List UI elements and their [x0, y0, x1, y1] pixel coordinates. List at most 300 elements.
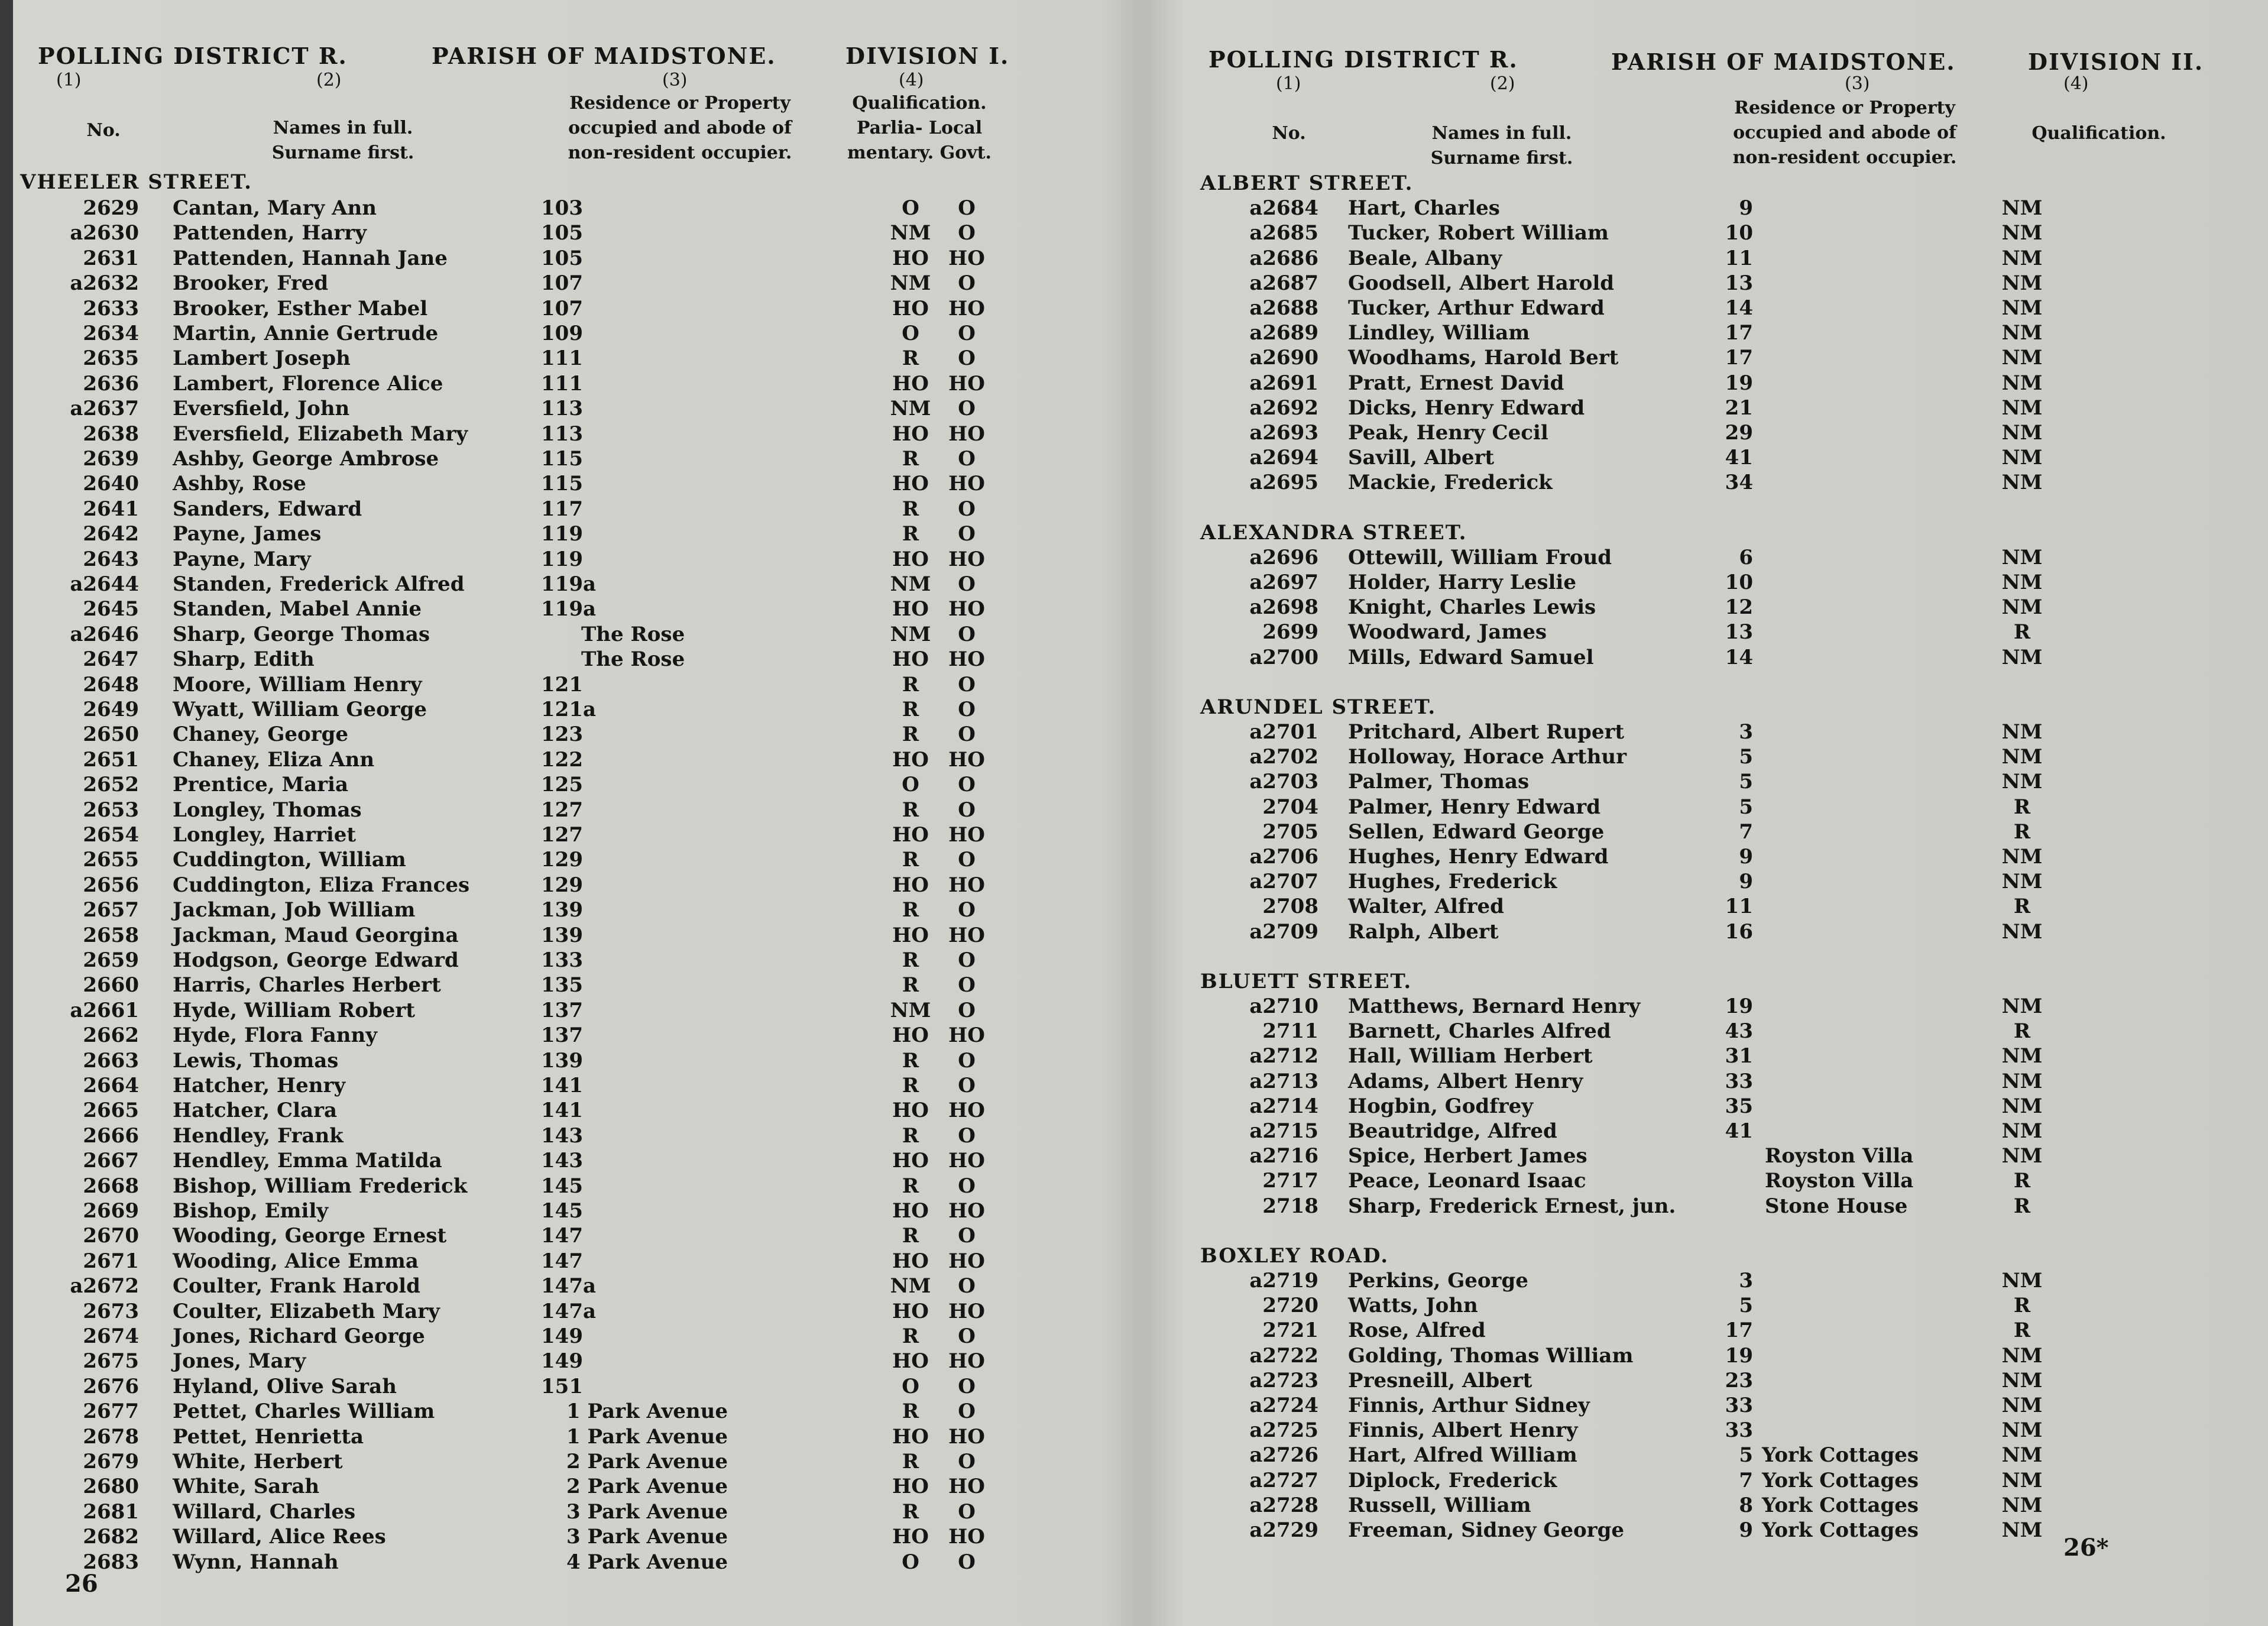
row-parliamentary: R	[902, 723, 919, 747]
row-number: 2674	[83, 1324, 139, 1348]
row-house-number: 21	[1725, 396, 1753, 420]
row-parliamentary: HO	[892, 246, 929, 270]
row-local: O	[958, 522, 976, 546]
row-qualification: NM	[2001, 1044, 2043, 1068]
right-page-number: 26*	[2063, 1534, 2109, 1562]
row-name: Peace, Leonard Isaac	[1348, 1169, 1586, 1193]
row-qualification: NM	[2001, 919, 2043, 944]
row-name: Hyde, William Robert	[173, 998, 416, 1022]
row-name: Wyatt, William George	[173, 698, 427, 721]
row-local: O	[958, 1374, 976, 1398]
row-number: a2715	[1249, 1119, 1318, 1143]
row-qualification: R	[2013, 1169, 2031, 1193]
row-number: a2710	[1249, 995, 1318, 1018]
row-number: a2703	[1249, 770, 1318, 794]
row-number: a2712	[1249, 1044, 1318, 1068]
row-residence: 115	[541, 472, 583, 496]
row-house-number: 19	[1725, 1343, 1753, 1368]
row-house-number: 31	[1725, 1044, 1753, 1068]
row-qualification: NM	[2001, 1069, 2043, 1093]
row-number: a2719	[1249, 1269, 1318, 1293]
row-name: Pritchard, Albert Rupert	[1348, 720, 1625, 744]
row-name: Wynn, Hannah	[173, 1550, 339, 1574]
row-local: O	[958, 572, 976, 596]
row-house-number: 23	[1725, 1368, 1753, 1392]
row-house-number: 19	[1725, 371, 1753, 395]
row-residence: 111	[541, 371, 583, 396]
row-residence: 139	[541, 923, 583, 947]
row-name: Hendley, Frank	[173, 1123, 344, 1148]
row-number: 2676	[83, 1374, 139, 1398]
row-residence: Royston Villa	[1765, 1169, 1914, 1193]
row-number: a2716	[1249, 1144, 1318, 1168]
row-qualification: NM	[2001, 1144, 2043, 1168]
row-local: O	[958, 798, 976, 822]
row-number: a2696	[1249, 545, 1318, 569]
row-number: a2726	[1249, 1443, 1318, 1468]
row-residence: 121	[541, 672, 583, 697]
row-name: Watts, John	[1348, 1294, 1478, 1318]
row-qualification: R	[2013, 1319, 2031, 1343]
row-number: 2647	[83, 647, 139, 672]
row-number: 2636	[83, 371, 139, 396]
row-number: a2729	[1249, 1518, 1318, 1542]
row-qualification: NM	[2001, 1518, 2043, 1542]
row-qualification: NM	[2001, 645, 2043, 669]
row-name: Pattenden, Harry	[173, 221, 367, 245]
row-number: a2709	[1249, 919, 1318, 944]
row-qualification: NM	[2001, 845, 2043, 869]
row-name: Hatcher, Clara	[173, 1099, 337, 1123]
row-name: Mills, Edward Samuel	[1348, 645, 1594, 669]
row-number: 2705	[1262, 820, 1318, 844]
row-qualification: R	[2013, 1019, 2031, 1044]
row-qualification: NM	[2001, 545, 2043, 569]
row-name: Lindley, William	[1348, 321, 1530, 345]
row-qualification: NM	[2001, 995, 2043, 1018]
row-local: O	[958, 723, 976, 747]
row-number: 2642	[83, 522, 139, 546]
row-local: HO	[948, 1525, 985, 1549]
row-qualification: NM	[2001, 1493, 2043, 1517]
row-name: Lambert, Florence Alice	[173, 371, 443, 396]
row-parliamentary: NM	[890, 622, 931, 646]
row-name: Woodward, James	[1348, 620, 1547, 644]
row-local: HO	[948, 1149, 985, 1173]
row-number: 2718	[1262, 1194, 1318, 1218]
row-number: a2724	[1249, 1394, 1318, 1417]
row-house-number: 11	[1725, 246, 1753, 270]
row-house-number: 6	[1739, 545, 1753, 569]
row-local: O	[958, 948, 976, 972]
row-qualification: NM	[2001, 720, 2043, 744]
row-residence: 143	[541, 1149, 583, 1173]
row-name: Hughes, Frederick	[1348, 870, 1557, 894]
row-house-number: 14	[1725, 296, 1753, 320]
row-house-number: 41	[1725, 1119, 1753, 1143]
row-number: 2650	[83, 723, 139, 747]
row-number: a2722	[1249, 1343, 1318, 1368]
row-number: a2693	[1249, 421, 1318, 445]
row-residence: 105	[541, 221, 583, 245]
row-residence: 127	[541, 823, 583, 847]
row-local: O	[958, 1550, 976, 1574]
row-residence: 119	[541, 547, 583, 571]
row-qualification: NM	[2001, 1468, 2043, 1492]
row-residence: 151	[541, 1374, 583, 1398]
row-local: O	[958, 1400, 976, 1424]
row-number: a2689	[1249, 321, 1318, 345]
row-number: 2651	[83, 747, 139, 772]
row-name: Pratt, Ernest David	[1348, 371, 1564, 395]
row-name: Lambert Joseph	[173, 346, 351, 371]
row-name: Longley, Harriet	[173, 823, 357, 847]
row-name: Walter, Alfred	[1348, 895, 1504, 919]
row-name: Golding, Thomas William	[1348, 1343, 1634, 1368]
row-name: Payne, James	[173, 522, 322, 546]
row-name: Savill, Albert	[1348, 446, 1495, 470]
row-house-number: 5	[1739, 1294, 1753, 1318]
left-colhead-no: No.	[86, 120, 121, 141]
row-local: HO	[948, 923, 985, 947]
row-parliamentary: R	[902, 497, 919, 521]
row-residence: 147	[541, 1224, 583, 1248]
row-house-number: 35	[1725, 1094, 1753, 1118]
row-residence: 115	[541, 447, 583, 471]
row-name: Standen, Frederick Alfred	[173, 572, 465, 596]
row-local: O	[958, 672, 976, 697]
row-name: Moore, William Henry	[173, 672, 422, 697]
right-header-division: DIVISION II.	[2028, 48, 2204, 75]
row-parliamentary: HO	[892, 1149, 929, 1173]
row-house-number: 34	[1725, 471, 1753, 495]
row-number: 2667	[83, 1149, 139, 1173]
row-house-number: 7	[1739, 1468, 1753, 1492]
row-parliamentary: R	[902, 973, 919, 997]
row-number: a2644	[70, 572, 139, 596]
row-number: a2697	[1249, 571, 1318, 594]
row-residence: 129	[541, 848, 583, 872]
row-qualification: NM	[2001, 446, 2043, 470]
row-house-number: 9	[1739, 845, 1753, 869]
row-name: Pettet, Henrietta	[173, 1424, 364, 1449]
row-number: a2698	[1249, 595, 1318, 620]
left-header-parish: PARISH OF MAIDSTONE.	[432, 43, 776, 69]
row-name: Russell, William	[1348, 1493, 1531, 1517]
row-name: Hyde, Flora Fanny	[173, 1023, 377, 1048]
row-number: 2675	[83, 1349, 139, 1374]
row-name: Adams, Albert Henry	[1348, 1069, 1583, 1093]
row-number: 2654	[83, 823, 139, 847]
row-number: a2701	[1249, 720, 1318, 744]
row-number: 2629	[83, 196, 139, 220]
row-qualification: NM	[2001, 371, 2043, 395]
row-name: Sharp, Edith	[173, 647, 315, 672]
row-residence: York Cottages	[1762, 1468, 1919, 1492]
row-local: O	[958, 1324, 976, 1348]
row-parliamentary: O	[902, 322, 919, 345]
row-house-number: 33	[1725, 1418, 1753, 1443]
right-header-district: POLLING DISTRICT R.	[1208, 46, 1518, 73]
row-house-number: 43	[1725, 1019, 1753, 1044]
row-name: Ashby, Rose	[173, 472, 306, 496]
row-name: Barnett, Charles Alfred	[1348, 1019, 1611, 1044]
row-number: 2638	[83, 422, 139, 446]
row-number: 2677	[83, 1400, 139, 1424]
row-residence: 117	[541, 497, 583, 521]
row-qualification: R	[2013, 795, 2031, 819]
row-parliamentary: R	[902, 698, 919, 721]
row-name: Presneill, Albert	[1348, 1368, 1532, 1392]
row-qualification: NM	[2001, 1343, 2043, 1368]
row-number: 2664	[83, 1074, 139, 1097]
row-residence: 1 Park Avenue	[566, 1400, 728, 1424]
row-name: Sanders, Edward	[173, 497, 362, 521]
row-number: a2692	[1249, 396, 1318, 420]
row-name: Hughes, Henry Edward	[1348, 845, 1609, 869]
row-local: O	[958, 1499, 976, 1524]
row-residence: 111	[541, 346, 583, 371]
row-number: 2662	[83, 1023, 139, 1048]
row-name: Lewis, Thomas	[173, 1048, 339, 1073]
right-colnum-2: (2)	[1490, 73, 1515, 94]
row-local: O	[958, 698, 976, 721]
row-name: Palmer, Thomas	[1348, 770, 1530, 794]
row-name: Brooker, Fred	[173, 271, 329, 296]
right-colhead-no: No.	[1272, 123, 1306, 144]
right-header-parish: PARISH OF MAIDSTONE.	[1611, 48, 1956, 75]
left-page-number: 26	[65, 1570, 98, 1598]
section-title: ARUNDEL STREET.	[1200, 695, 1437, 719]
row-number: 2658	[83, 923, 139, 947]
row-name: Tucker, Arthur Edward	[1348, 296, 1605, 320]
section-title: BLUETT STREET.	[1200, 969, 1412, 993]
row-residence: 141	[541, 1074, 583, 1097]
row-name: Hyland, Olive Sarah	[173, 1374, 397, 1398]
row-number: a2672	[70, 1274, 139, 1298]
row-number: 2648	[83, 672, 139, 697]
left-colhead-names: Names in full. Surname first.	[271, 118, 414, 163]
row-qualification: NM	[2001, 745, 2043, 769]
row-number: a2684	[1249, 196, 1318, 221]
row-parliamentary: HO	[892, 472, 929, 496]
row-local: HO	[948, 873, 985, 897]
row-parliamentary: R	[902, 1400, 919, 1424]
left-colnum-4: (4)	[899, 70, 924, 90]
right-colnum-1: (1)	[1276, 73, 1301, 94]
row-house-number: 8	[1739, 1493, 1753, 1517]
row-residence: 113	[541, 422, 583, 446]
row-local: HO	[948, 1023, 985, 1048]
left-colhead-qualification: Qualification. Parlia- Local mentary. Govt.	[847, 93, 992, 163]
row-number: a2688	[1249, 296, 1318, 320]
row-residence: 139	[541, 1048, 583, 1073]
row-local: HO	[948, 422, 985, 446]
row-name: White, Herbert	[173, 1450, 343, 1473]
row-name: Finnis, Arthur Sidney	[1348, 1394, 1590, 1417]
row-local: O	[958, 973, 976, 997]
row-qualification: NM	[2001, 870, 2043, 894]
row-number: 2708	[1262, 895, 1318, 919]
row-parliamentary: NM	[890, 397, 931, 421]
row-local: HO	[948, 823, 985, 847]
row-qualification: NM	[2001, 321, 2043, 345]
row-name: Jones, Mary	[173, 1349, 306, 1374]
left-colnum-3: (3)	[662, 70, 688, 90]
page-gutter	[1109, 0, 1185, 1626]
row-qualification: NM	[2001, 296, 2043, 320]
row-parliamentary: R	[902, 1324, 919, 1348]
row-residence: York Cottages	[1762, 1493, 1919, 1517]
row-house-number: 13	[1725, 271, 1753, 295]
row-qualification: NM	[2001, 1269, 2043, 1293]
row-name: Wooding, George Ernest	[173, 1224, 447, 1248]
row-parliamentary: HO	[892, 547, 929, 571]
row-parliamentary: R	[902, 1123, 919, 1148]
row-number: 2645	[83, 597, 139, 621]
row-parliamentary: HO	[892, 597, 929, 621]
row-name: Jackman, Job William	[173, 898, 416, 922]
row-name: Brooker, Esther Mabel	[173, 296, 428, 320]
row-name: Coulter, Frank Harold	[173, 1274, 420, 1298]
row-number: a2630	[70, 221, 139, 245]
row-number: 2673	[83, 1299, 139, 1323]
row-house-number: 12	[1725, 595, 1753, 620]
row-local: O	[958, 622, 976, 646]
row-number: 2711	[1262, 1019, 1318, 1044]
row-local: O	[958, 322, 976, 345]
row-residence: 122	[541, 747, 583, 772]
row-local: O	[958, 271, 976, 296]
row-residence: 141	[541, 1099, 583, 1123]
row-qualification: NM	[2001, 221, 2043, 245]
row-residence: 103	[541, 196, 583, 220]
row-residence: 149	[541, 1349, 583, 1374]
row-residence: York Cottages	[1762, 1443, 1919, 1468]
row-number: 2643	[83, 547, 139, 571]
left-header-district: POLLING DISTRICT R.	[38, 43, 348, 69]
row-house-number: 11	[1725, 895, 1753, 919]
row-local: HO	[948, 371, 985, 396]
row-qualification: NM	[2001, 246, 2043, 270]
row-name: Finnis, Albert Henry	[1348, 1418, 1578, 1443]
row-local: HO	[948, 547, 985, 571]
row-parliamentary: O	[902, 1550, 919, 1574]
row-name: Hatcher, Henry	[173, 1074, 346, 1097]
row-qualification: NM	[2001, 196, 2043, 221]
row-residence: 147a	[541, 1299, 597, 1323]
row-parliamentary: HO	[892, 1299, 929, 1323]
row-house-number: 7	[1739, 820, 1753, 844]
row-name: Rose, Alfred	[1348, 1319, 1486, 1343]
row-name: Diplock, Frederick	[1348, 1468, 1557, 1492]
row-residence: 4 Park Avenue	[566, 1550, 728, 1574]
row-residence: 133	[541, 948, 583, 972]
row-number: 2683	[83, 1550, 139, 1574]
row-name: White, Sarah	[173, 1475, 320, 1499]
row-parliamentary: R	[902, 522, 919, 546]
row-parliamentary: HO	[892, 873, 929, 897]
row-number: a2695	[1249, 471, 1318, 495]
row-house-number: 9	[1739, 196, 1753, 221]
row-number: a2723	[1249, 1368, 1318, 1392]
row-house-number: 17	[1725, 346, 1753, 370]
row-qualification: NM	[2001, 271, 2043, 295]
row-name: Hart, Charles	[1348, 196, 1500, 221]
row-house-number: 41	[1725, 446, 1753, 470]
row-number: a2700	[1249, 645, 1318, 669]
row-local: O	[958, 221, 976, 245]
row-residence: York Cottages	[1762, 1518, 1919, 1542]
row-local: HO	[948, 1299, 985, 1323]
row-number: 2635	[83, 346, 139, 371]
row-number: 2669	[83, 1199, 139, 1223]
row-name: Longley, Thomas	[173, 798, 362, 822]
row-name: Sharp, Frederick Ernest, jun.	[1348, 1194, 1676, 1218]
row-house-number: 3	[1739, 1269, 1753, 1293]
row-name: Ottewill, William Froud	[1348, 545, 1612, 569]
row-parliamentary: R	[902, 1450, 919, 1473]
row-number: 2682	[83, 1525, 139, 1549]
row-parliamentary: R	[902, 1174, 919, 1198]
row-number: 2678	[83, 1424, 139, 1449]
row-number: 2704	[1262, 795, 1318, 819]
row-name: Knight, Charles Lewis	[1348, 595, 1596, 620]
row-number: 2659	[83, 948, 139, 972]
row-qualification: NM	[2001, 770, 2043, 794]
left-header-division: DIVISION I.	[845, 43, 1010, 69]
row-residence: 3 Park Avenue	[566, 1525, 728, 1549]
row-name: Mackie, Frederick	[1348, 471, 1553, 495]
row-qualification: NM	[2001, 1094, 2043, 1118]
row-residence: 135	[541, 973, 583, 997]
row-number: a2725	[1249, 1418, 1318, 1443]
row-local: HO	[948, 1249, 985, 1273]
row-parliamentary: HO	[892, 647, 929, 672]
section-title: ALEXANDRA STREET.	[1200, 520, 1467, 545]
row-residence: 129	[541, 873, 583, 897]
row-name: Spice, Herbert James	[1348, 1144, 1587, 1168]
row-house-number: 5	[1739, 1443, 1753, 1468]
row-qualification: NM	[2001, 1394, 2043, 1417]
row-name: Peak, Henry Cecil	[1348, 421, 1548, 445]
row-qualification: NM	[2001, 1368, 2043, 1392]
right-page	[1188, 0, 2247, 1626]
row-local: HO	[948, 1424, 985, 1449]
row-parliamentary: R	[902, 672, 919, 697]
row-residence: 113	[541, 397, 583, 421]
row-local: HO	[948, 1475, 985, 1499]
row-local: O	[958, 497, 976, 521]
row-residence: 105	[541, 246, 583, 270]
row-name: Cuddington, Eliza Frances	[173, 873, 470, 897]
row-name: Holder, Harry Leslie	[1348, 571, 1576, 594]
row-number: 2681	[83, 1499, 139, 1524]
row-house-number: 9	[1739, 870, 1753, 894]
row-parliamentary: HO	[892, 422, 929, 446]
row-number: a2661	[70, 998, 139, 1022]
row-residence: 121a	[541, 698, 597, 721]
row-parliamentary: NM	[890, 998, 931, 1022]
row-residence: 145	[541, 1174, 583, 1198]
row-number: 2720	[1262, 1294, 1318, 1318]
row-residence: 143	[541, 1123, 583, 1148]
row-residence: 119	[541, 522, 583, 546]
row-number: 2679	[83, 1450, 139, 1473]
row-parliamentary: HO	[892, 1349, 929, 1374]
row-residence: 107	[541, 271, 583, 296]
row-name: Jackman, Maud Georgina	[173, 923, 459, 947]
